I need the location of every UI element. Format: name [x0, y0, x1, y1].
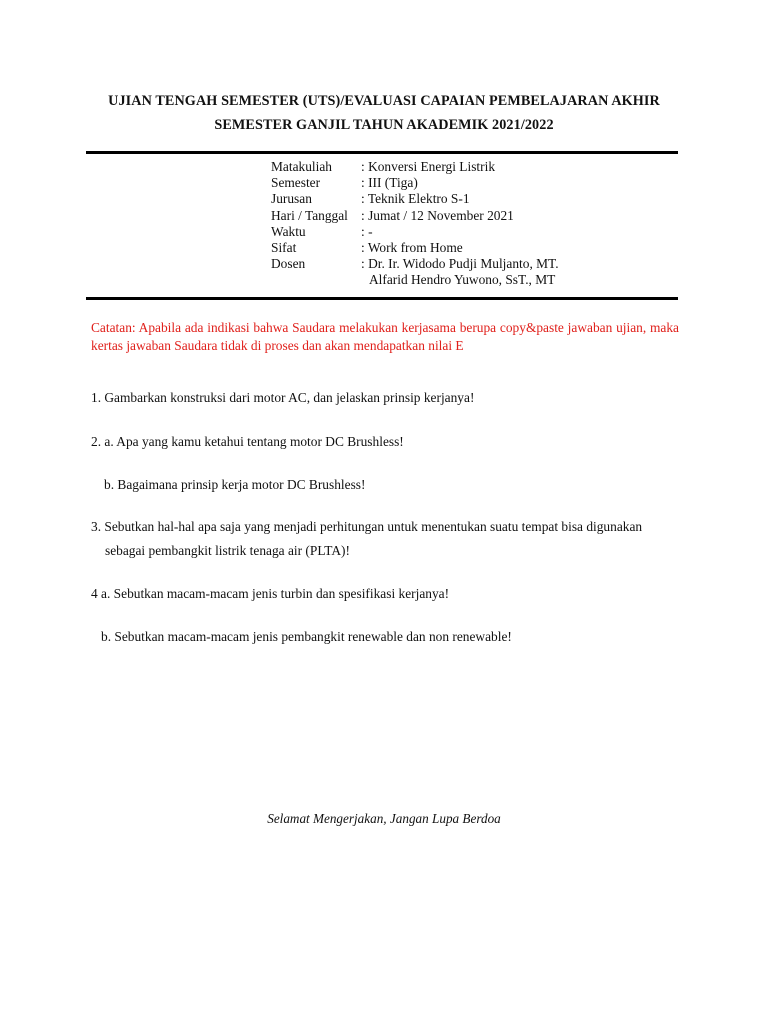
- question-4b: b. Sebutkan macam-macam jenis pembangkit renewable dan non renewable!: [101, 629, 512, 644]
- question-2a: 2. a. Apa yang kamu ketahui tentang motor DC Brushless!: [91, 434, 404, 449]
- info-row-semester: [271, 175, 559, 191]
- question-1: 1. Gambarkan konstruksi dari motor AC, dan jelaskan prinsip kerjanya!: [91, 390, 475, 405]
- info-row-lecturer: [271, 256, 559, 272]
- question-4a: 4 a. Sebutkan macam-macam jenis turbin dan spesifikasi kerjanya!: [91, 586, 450, 601]
- exam-title: UJIAN TENGAH SEMESTER (UTS)/EVALUASI CAPAIAN PEMBELAJARAN AKHIR: [108, 93, 660, 109]
- info-row-time: [271, 224, 559, 240]
- info-key: Jurusan: [271, 191, 312, 207]
- info-value: : Teknik Elektro S-1: [361, 191, 470, 207]
- info-row-department: [271, 191, 559, 207]
- info-key: Matakuliah: [271, 159, 332, 174]
- info-value: : III (Tiga): [361, 175, 418, 191]
- info-row-date: [271, 208, 559, 224]
- info-key: Waktu: [271, 223, 306, 239]
- question-3-line-1: 3. Sebutkan hal-hal apa saja yang menjadi perhitungan untuk menentukan suatu tempat bisa digunakan: [91, 519, 643, 534]
- info-value: : -: [361, 223, 373, 239]
- bottom-divider: [86, 297, 678, 300]
- info-value: : Konversi Energi Listrik: [361, 159, 496, 174]
- info-lecturer-second: Alfarid Hendro Yuwono, SsT., MT: [369, 272, 556, 288]
- info-value: : Jumat / 12 November 2021: [361, 207, 514, 223]
- info-key: Hari / Tanggal: [271, 207, 348, 223]
- info-key: Dosen: [271, 256, 306, 272]
- course-info-block: [271, 159, 559, 289]
- info-row-course: [271, 159, 559, 175]
- question-2b: b. Bagaimana prinsip kerja motor DC Brushless!: [104, 477, 366, 492]
- top-divider: [86, 151, 678, 154]
- closing-remark: Selamat Mengerjakan, Jangan Lupa Berdoa: [267, 811, 501, 826]
- exam-subtitle: SEMESTER GANJIL TAHUN AKADEMIK 2021/2022: [214, 117, 554, 133]
- question-3-line-2: sebagai pembangkit listrik tenaga air (PLTA)!: [105, 543, 350, 558]
- info-key: Semester: [271, 175, 321, 191]
- info-key: Sifat: [271, 240, 297, 256]
- info-row-mode: [271, 240, 559, 256]
- warning-note: Catatan: Apabila ada indikasi bahwa Saudara melakukan kerjasama berupa copy&paste jawaban ujian, maka kertas jawaban Saudara tidak di proses dan akan mendapatkan nilai E: [91, 320, 679, 353]
- info-value: : Work from Home: [361, 240, 463, 256]
- info-value: : Dr. Ir. Widodo Pudji Muljanto, MT.: [361, 256, 559, 272]
